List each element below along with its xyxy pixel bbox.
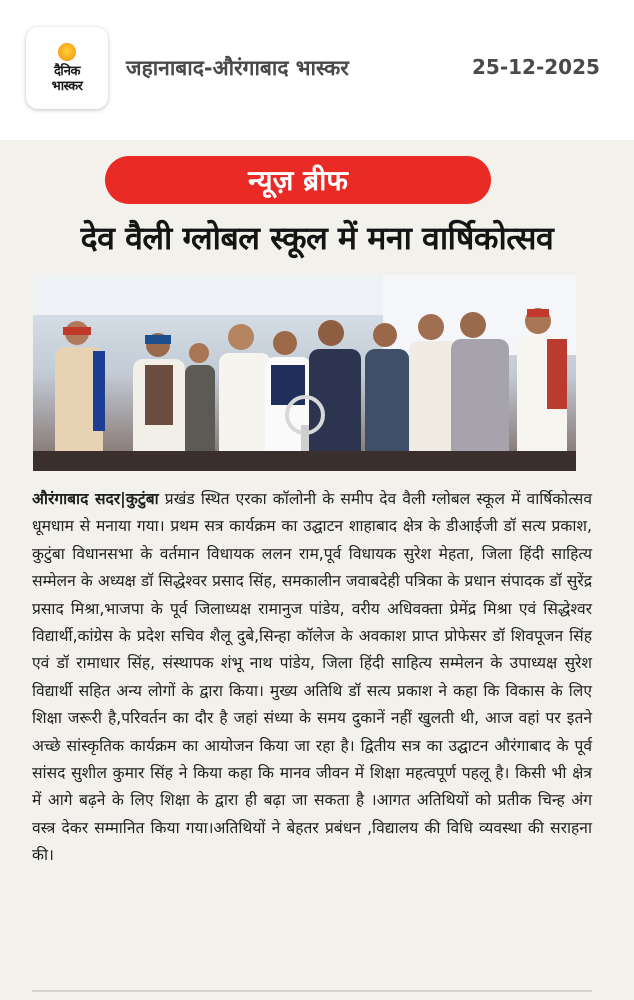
sun-icon bbox=[58, 43, 76, 61]
event-photo[interactable] bbox=[33, 275, 576, 471]
logo-line-1: दैनिक bbox=[54, 63, 80, 79]
bottom-divider bbox=[32, 990, 592, 992]
logo-line-2: भास्कर bbox=[51, 78, 83, 94]
article-body bbox=[32, 486, 592, 870]
event-photo-image bbox=[33, 275, 576, 471]
article-dateline: औरंगाबाद सदर|कुटुंबा bbox=[32, 490, 159, 508]
dainik-bhaskar-logo[interactable] bbox=[26, 27, 108, 109]
app-header bbox=[0, 0, 634, 140]
edition-title: जहानाबाद-औरंगाबाद भास्कर bbox=[126, 56, 349, 80]
edition-date: 25-12-2025 bbox=[472, 55, 600, 79]
article-headline: देव वैली ग्लोबल स्कूल में मना वार्षिकोत्सव bbox=[80, 219, 554, 257]
section-label: न्यूज़ ब्रीफ bbox=[248, 164, 348, 197]
article-body-text: प्रखंड स्थित एरका कॉलोनी के समीप देव वैली ग्लोबल स्कूल में वार्षिकोत्सव धूमधाम से मनाया गया। प्रथम सत्र कार्यक्रम का उद्घाटन शाहाबाद क्षेत्र के डीआईजी डॉ सत्य प्रकाश, कुटुंबा विधानसभा के वर्तमान विधायक ललन राम,पूर्व विधायक सुरेश मेहता, जिला हिंदी साहित्य सम्मेलन के अध्यक्ष डॉ सिद्धेश्वर प्रसाद सिंह, समकालीन जवाबदेही पत्रिका के प्रधान संपादक डॉ सुरेंद्र प्रसाद मिश्रा,भाजपा के पूर्व जिलाध्यक्ष रामानुज पांडेय, वरीय अधिवक्ता प्रेमेंद्र मिश्रा एवं सिद्धेश्वर विद्यार्थी,कांग्रेस के प्रदेश सचिव शैलू दुबे,सिन्हा कॉलेज के अवकाश प्राप्त प्रोफेसर डॉ शिवपूजन सिंह एवं डॉ रामाधार सिंह, संस्थापक शंभू नाथ पांडेय, जिला हिंदी साहित्य सम्मेलन के उपाध्यक्ष सुरेश विद्यार्थी सहित अन्य लोगों के द्वारा किया। मुख्य अतिथि डॉ सत्य प्रकाश ने कहा कि विकास के लिए शिक्षा जरूरी है,परिवर्तन का दौर है जहां संध्या के समय दुकानें नहीं खुलती थी, आज वहां पर इतने अच्छे सांस्कृतिक कार्यक्रम का आयोजन किया जा रहा है। द्वितीय सत्र का उद्घाटन औरंगाबाद के पूर्व सांसद सुशील कुमार सिंह ने किया कहा कि मानव जीवन में शिक्षा महत्वपूर्ण पहलू है। किसी भी क्षेत्र में आगे बढ़ने के लिए शिक्षा के द्वारा ही बढ़ा जा सकता है ।आगत अतिथियों को प्रतीक चिन्ह अंग वस्त्र देकर सम्मानित किया गया।अतिथियों ने बेहतर प्रबंधन ,विद्यालय की विधि व्यवस्था की सराहना की। bbox=[32, 490, 592, 865]
section-label-banner bbox=[105, 156, 491, 204]
